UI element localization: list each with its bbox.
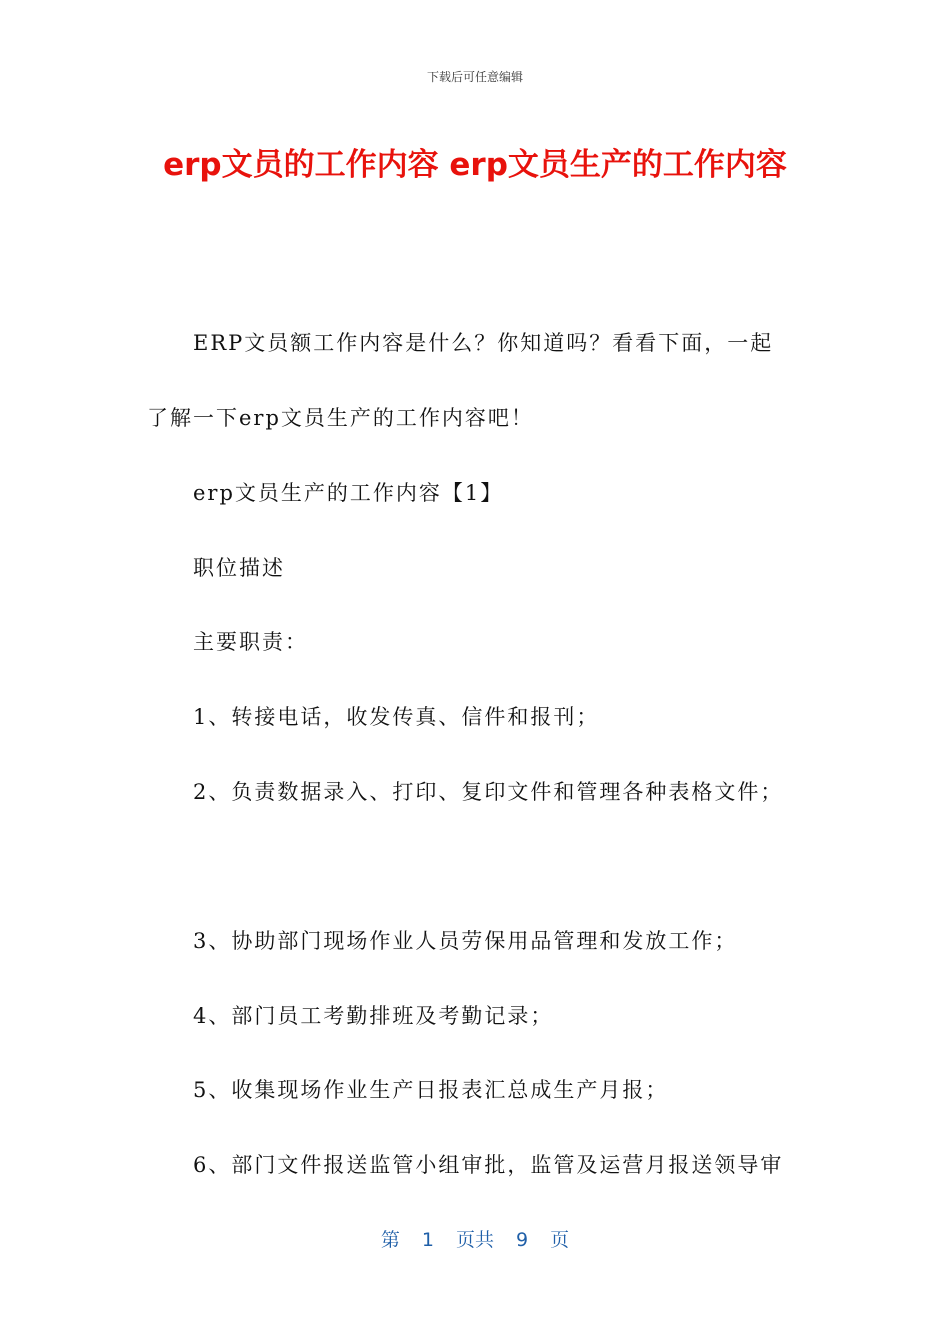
footer-total-pages: 9 xyxy=(516,1229,529,1251)
list-item: 2、负责数据录入、打印、复印文件和管理各种表格文件； xyxy=(193,780,784,804)
job-description-label: 职位描述 xyxy=(193,556,285,580)
footer-label-end: 页 xyxy=(550,1229,570,1251)
list-item: 6、部门文件报送监管小组审批，监管及运营月报送领导审 xyxy=(193,1153,784,1177)
footer-current-page: 1 xyxy=(421,1229,434,1251)
page-footer xyxy=(0,1225,950,1252)
section-heading: erp文员生产的工作内容【1】 xyxy=(193,481,504,505)
document-title: erp文员的工作内容 erp文员生产的工作内容 xyxy=(163,147,787,183)
list-item: 5、收集现场作业生产日报表汇总成生产月报； xyxy=(193,1078,669,1102)
list-item: 4、部门员工考勤排班及考勤记录； xyxy=(193,1004,554,1028)
list-item: 1、转接电话，收发传真、信件和报刊； xyxy=(193,705,600,729)
paragraph-intro-line-2: 了解一下erp文员生产的工作内容吧！ xyxy=(147,406,534,430)
header-note: 下载后可任意编辑 xyxy=(426,70,523,84)
list-item: 3、协助部门现场作业人员劳保用品管理和发放工作； xyxy=(193,929,738,953)
footer-label-of: 页共 xyxy=(455,1229,494,1251)
footer-label-page: 第 xyxy=(380,1229,400,1251)
paragraph-intro-line-1: ERP文员额工作内容是什么？你知道吗？看看下面，一起 xyxy=(193,331,774,355)
responsibilities-label: 主要职责： xyxy=(193,630,308,654)
